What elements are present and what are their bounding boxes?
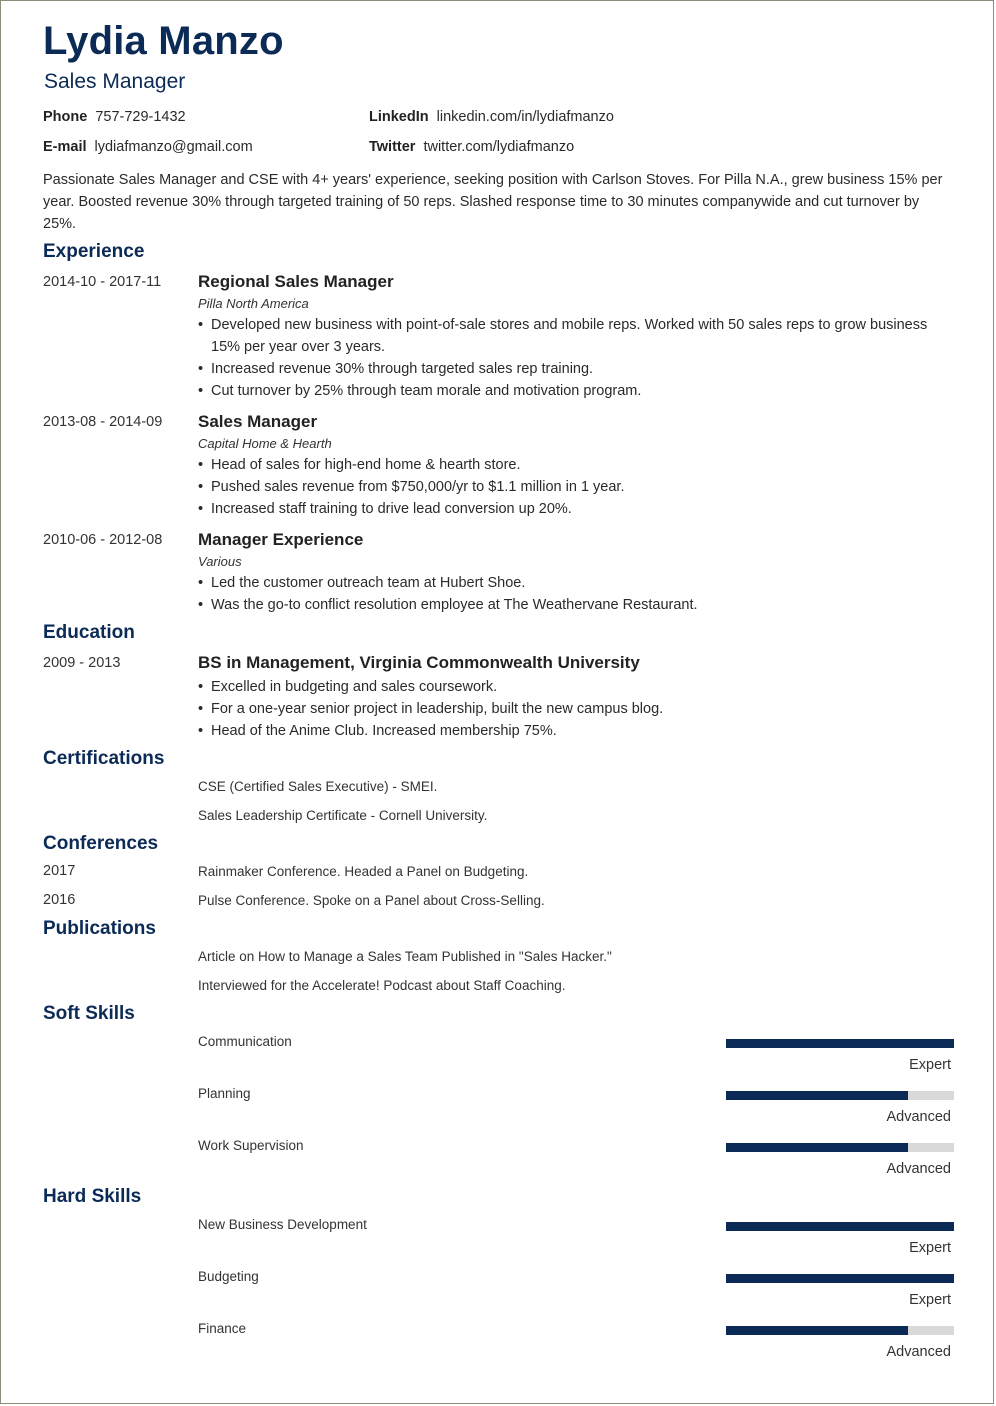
contact-label: E-mail [43,139,87,155]
publication-item: Interviewed for the Accelerate! Podcast about Staff Coaching. [198,978,566,993]
conference-text: Rainmaker Conference. Headed a Panel on Budgeting. [198,864,529,879]
education-bullets [198,676,958,742]
certification-item: CSE (Certified Sales Executive) - SMEI. [198,779,438,794]
candidate-title: Sales Manager [44,70,186,93]
job-dates: 2014-10 - 2017-11 [43,274,162,290]
conference-year: 2017 [43,863,76,879]
job-dates: 2010-06 - 2012-08 [43,532,163,548]
skill-level: Expert [909,1292,951,1308]
twitter-link[interactable]: twitter.com/lydiafmanzo [423,139,575,155]
skill-name: Budgeting [198,1269,259,1284]
skill-level: Advanced [886,1161,951,1177]
skill-bar-fill [726,1143,908,1152]
job-company: Capital Home & Hearth [198,436,332,451]
publication-item: Article on How to Manage a Sales Team Published in "Sales Hacker." [198,949,612,964]
skill-level: Advanced [886,1109,951,1125]
email-link[interactable]: lydiafmanzo@gmail.com [94,139,253,155]
skill-bar [726,1039,954,1048]
skill-level: Expert [909,1057,951,1073]
list-item: • Pushed sales revenue from $750,000/yr to $1.1 million in 1 year. [198,476,958,498]
skill-level: Expert [909,1240,951,1256]
contact-email [43,139,253,155]
job-bullets [198,314,958,402]
skill-bar [726,1326,954,1335]
skill-bar [726,1222,954,1231]
phone-value: 757-729-1432 [95,109,186,125]
contact-linkedin [369,109,614,125]
skill-name: Work Supervision [198,1138,304,1153]
experience-heading: Experience [43,241,145,262]
skill-bar-fill [726,1274,954,1283]
skill-bar [726,1274,954,1283]
job-company: Pilla North America [198,296,309,311]
skill-name: Planning [198,1086,251,1101]
education-heading: Education [43,622,135,643]
skill-bar-fill [726,1091,908,1100]
soft-skills-heading: Soft Skills [43,1003,135,1024]
list-item: • Excelled in budgeting and sales coursework. [198,676,958,698]
skill-name: Finance [198,1321,247,1336]
skill-bar-fill [726,1039,954,1048]
conference-text: Pulse Conference. Spoke on a Panel about Cross-Selling. [198,893,545,908]
list-item: • Increased staff training to drive lead conversion up 20%. [198,498,958,520]
certifications-heading: Certifications [43,748,165,769]
job-title: Sales Manager [198,412,318,431]
job-title: Manager Experience [198,530,364,549]
list-item: • Developed new business with point-of-sale stores and mobile reps. Worked with 50 sales reps to grow business 15% per year over 3 years. [198,314,958,358]
contact-label: Twitter [369,139,416,155]
certification-item: Sales Leadership Certificate - Cornell University. [198,808,488,823]
skill-name: New Business Development [198,1217,367,1232]
list-item: • Increased revenue 30% through targeted sales rep training. [198,358,958,380]
job-bullets [198,572,958,616]
skill-bar [726,1091,954,1100]
linkedin-link[interactable]: linkedin.com/in/lydiafmanzo [436,109,614,125]
education-dates: 2009 - 2013 [43,655,121,671]
skill-name: Communication [198,1034,292,1049]
list-item: • For a one-year senior project in leadership, built the new campus blog. [198,698,958,720]
summary-text: Passionate Sales Manager and CSE with 4+ years' experience, seeking position with Carlson Stoves. For Pilla N.A., grew business 15% per year. Boosted revenue 30% through targeted training of 50 reps. Slashed response time to 30 minutes companywide and cut turnover by 25%. [43,172,943,232]
conference-year: 2016 [43,892,76,908]
conferences-heading: Conferences [43,833,159,854]
list-item: • Was the go-to conflict resolution employee at The Weathervane Restaurant. [198,594,958,616]
contact-phone [43,109,186,125]
list-item: • Head of the Anime Club. Increased membership 75%. [198,720,958,742]
skill-bar-fill [726,1326,908,1335]
skill-bar-fill [726,1222,954,1231]
job-dates: 2013-08 - 2014-09 [43,414,163,430]
contact-label: LinkedIn [369,109,429,125]
list-item: • Head of sales for high-end home & hearth store. [198,454,958,476]
candidate-name: Lydia Manzo [43,19,284,63]
skill-level: Advanced [886,1344,951,1360]
contact-twitter [369,139,574,155]
job-title: Regional Sales Manager [198,272,394,291]
skill-bar [726,1143,954,1152]
list-item: • Led the customer outreach team at Hubert Shoe. [198,572,958,594]
job-company: Various [198,554,242,569]
contact-label: Phone [43,109,88,125]
hard-skills-heading: Hard Skills [43,1186,142,1207]
education-degree: BS in Management, Virginia Commonwealth University [198,653,640,672]
job-bullets [198,454,958,520]
publications-heading: Publications [43,918,156,939]
list-item: • Cut turnover by 25% through team morale and motivation program. [198,380,958,402]
